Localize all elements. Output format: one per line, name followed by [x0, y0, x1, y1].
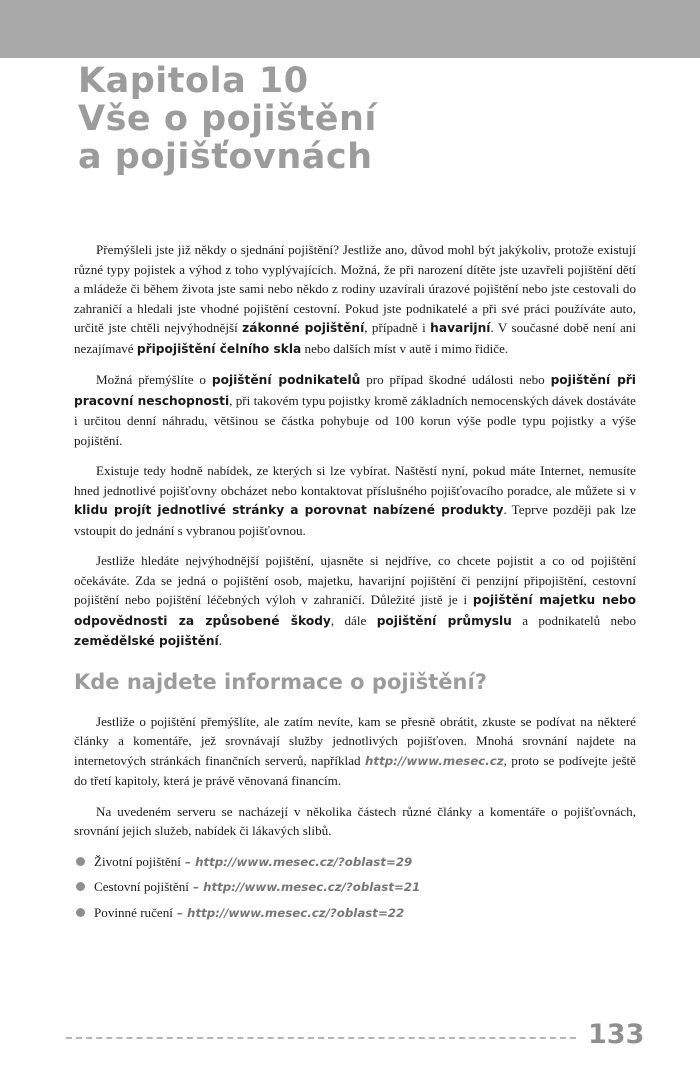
paragraph-4 — [74, 551, 636, 652]
list-item — [74, 903, 636, 924]
chapter-title — [78, 62, 678, 176]
paragraph-6: Na uvedeném serveru se nacházejí v několika částech různé články a komentáře o pojišťovnách, srovnání jejich služeb, nabídek či lákavých slibů. — [74, 803, 636, 838]
text: a podnikatelů nebo — [511, 612, 637, 628]
text: Existuje tedy hodně nabídek, ze kterých si lze vybírat. Naštěstí nyní, pokud máte Internet, nemusíte hned jednotlivé pojišťovny obcházet nebo kontaktovat příslušného pojišťovacího poradce, ale můžete si v — [74, 463, 636, 498]
bold-term: pojištění při pracovní neschopnosti — [74, 373, 636, 408]
paragraph-2 — [74, 370, 636, 450]
list-item-link[interactable]: http://www.mesec.cz/?oblast=29 — [195, 854, 413, 869]
text: nebo dalších míst v autě i mimo řidiče. — [301, 340, 509, 356]
chapter-title-line-1: Vše o pojištění — [78, 99, 377, 139]
text: Jestliže o pojištění přemýšlíte, ale zatím nevíte, kam se přesně obrátit, zkuste se podívat na některé články a komentáře, jež srovnávají služby jednotlivých pojišťoven. Mnohá srovnání najdete na internetových stránkách finančních serverů, například — [74, 713, 636, 768]
text: Přemýšleli jste již někdy o sjednání pojištění? Jestliže ano, důvod mohl být jakýkoliv, protože existují různé typy pojistek a výhod z toho vyplývajících. Možná, že při narození dítěte jste uzavřeli pojištění dětí a mládeže či během života jste sami nebo někdo z rodiny uzavírali úrazové pojištění nebo jste cestovali do zahraničí a hledali jste vhodné pojištění cestovní. Pokud jste podnikatelé a při své práci používáte auto, určitě jste chtěli nejvýhodnější — [74, 242, 636, 335]
list-item-link[interactable]: http://www.mesec.cz/?oblast=22 — [187, 905, 405, 920]
top-header-band — [0, 0, 700, 58]
list-item-link[interactable]: http://www.mesec.cz/?oblast=21 — [203, 880, 421, 894]
text: , dále — [330, 612, 377, 628]
list-item — [74, 852, 636, 873]
list-item-label: Životní pojištění — [94, 853, 181, 869]
separator: – — [180, 854, 196, 869]
separator: – — [188, 880, 204, 894]
text: Možná přemýšlíte o — [96, 372, 212, 387]
paragraph-5 — [74, 712, 636, 791]
text: , při takovém typu pojistky kromě základních nemocenských dávek dostáváte i určitou denní náhradu, většinou se částka pohybuje od 100 korun výše podle typu pojistky a výše pojištění. — [74, 392, 636, 448]
text: Jestliže hledáte nejvýhodnější pojištění, ujasněte si nejdříve, co chcete pojistit a co od pojištění očekáváte. Zda se jedná o pojištění osob, majetku, havarijní pojištění či penzijní připojištění, cestovní pojištění nebo pojištění léčebných výloh v zahraničí. Důležité jistě je i — [74, 553, 636, 607]
bold-term: pojištění průmyslu — [376, 613, 512, 628]
text: , případně i — [364, 320, 431, 335]
separator: – — [172, 905, 188, 920]
text: pro případ škodné události nebo — [360, 372, 551, 387]
page-body — [74, 240, 636, 928]
section-heading: Kde najdete informace o pojištění? — [74, 669, 487, 694]
chapter-title-line-2: a pojišťovnách — [78, 137, 373, 177]
chapter-label: Kapitola 10 — [78, 61, 309, 101]
bold-term: připojištění čelního skla — [136, 341, 302, 356]
link-mesec[interactable]: http://www.mesec.cz — [365, 753, 504, 768]
bold-term: zemědělské pojištění — [74, 634, 219, 648]
list-item — [74, 877, 636, 898]
paragraph-3 — [74, 461, 636, 540]
footer-dashed-rule — [66, 1037, 576, 1039]
bold-term: pojištění majetku nebo odpovědnosti za způsobené škody — [74, 593, 636, 628]
text: . V současné době není ani nezajímavé — [74, 320, 636, 356]
text: . Teprve později pak lze vstoupit do jednání s vybranou pojišťovnou. — [74, 502, 636, 538]
bold-term: zákonné pojištění — [242, 321, 365, 335]
bold-term: havarijní — [430, 321, 491, 335]
text: . — [218, 633, 222, 648]
list-item-label: Povinné ručení — [94, 904, 173, 920]
list-item-label: Cestovní pojištění — [94, 879, 189, 894]
link-list — [74, 852, 636, 924]
text: , proto se podívejte ještě do třetí kapitoly, která je právě věnovaná financím. — [74, 752, 636, 788]
page-number: 133 — [588, 1019, 645, 1050]
paragraph-1 — [74, 240, 636, 359]
bold-term: klidu projít jednotlivé stránky a porovnat nabízené produkty — [74, 503, 504, 517]
bold-term: pojištění podnikatelů — [211, 373, 361, 387]
